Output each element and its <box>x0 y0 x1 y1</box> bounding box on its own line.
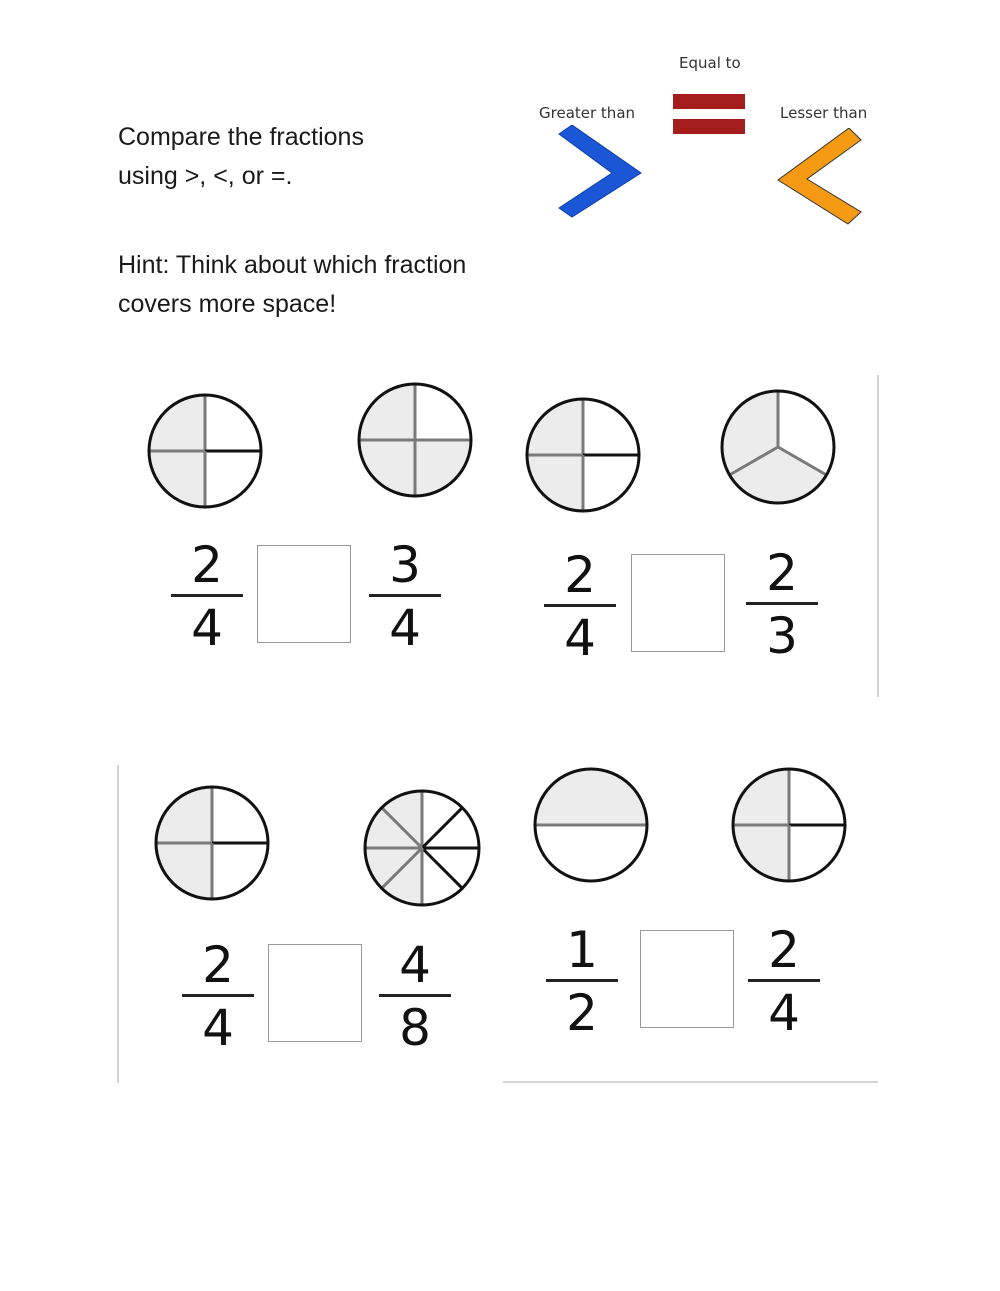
fraction-circle-2-3 <box>719 388 837 506</box>
fraction-4-8 <box>375 936 455 1057</box>
hint-line-1: Hint: Think about which fraction <box>118 251 467 279</box>
fraction-2-4 <box>178 936 258 1057</box>
fraction-2-4 <box>744 921 824 1042</box>
fraction-bar <box>748 979 820 982</box>
denominator: 2 <box>566 984 598 1042</box>
fraction-circle-4-8 <box>362 788 482 908</box>
denominator: 4 <box>202 999 234 1057</box>
denominator: 4 <box>768 984 800 1042</box>
fraction-bar <box>182 994 254 997</box>
panel-edge-left <box>117 765 119 1083</box>
instructions-line-2: using >, <, or =. <box>118 162 293 190</box>
greater-than-symbol-icon <box>555 125 645 220</box>
fraction-bar <box>171 594 243 597</box>
fraction-2-3 <box>742 544 822 665</box>
equal-sign-bottom-bar <box>673 119 745 134</box>
numerator: 2 <box>564 546 596 604</box>
answer-box-2[interactable] <box>631 554 725 652</box>
hint-text <box>118 246 466 324</box>
fraction-bar <box>746 602 818 605</box>
fraction-circle-2-4 <box>730 766 848 884</box>
fraction-bar <box>369 594 441 597</box>
numerator: 2 <box>202 936 234 994</box>
denominator: 3 <box>766 607 798 665</box>
fraction-2-4 <box>167 536 247 657</box>
answer-box-3[interactable] <box>268 944 362 1042</box>
numerator: 2 <box>768 921 800 979</box>
numerator: 2 <box>766 544 798 602</box>
instructions-line-1: Compare the fractions <box>118 123 364 151</box>
fraction-circle-2-4 <box>153 784 271 902</box>
lesser-than-label: Lesser than <box>780 104 868 122</box>
denominator: 4 <box>389 599 421 657</box>
fraction-2-4 <box>540 546 620 667</box>
numerator: 2 <box>191 536 223 594</box>
greater-than-label: Greater than <box>539 104 636 122</box>
numerator: 3 <box>389 536 421 594</box>
panel-edge-right <box>877 375 879 697</box>
fraction-circle-2-4 <box>524 396 642 514</box>
shaded-sector <box>535 769 647 825</box>
fraction-circle-3-4 <box>356 381 474 499</box>
fraction-circle-1-2 <box>532 766 650 884</box>
fraction-bar <box>379 994 451 997</box>
fraction-bar <box>544 604 616 607</box>
numerator: 4 <box>399 936 431 994</box>
denominator: 8 <box>399 999 431 1057</box>
denominator: 4 <box>564 609 596 667</box>
answer-box-1[interactable] <box>257 545 351 643</box>
lesser-than-symbol-icon <box>775 128 865 226</box>
numerator: 1 <box>566 921 598 979</box>
division-line <box>422 848 462 888</box>
fraction-circle-2-4 <box>146 392 264 510</box>
answer-box-4[interactable] <box>640 930 734 1028</box>
equal-sign-top-bar <box>673 94 745 109</box>
hint-line-2: covers more space! <box>118 290 337 318</box>
equal-to-label: Equal to <box>679 54 741 72</box>
panel-edge-bottom <box>503 1081 878 1083</box>
fraction-3-4 <box>365 536 445 657</box>
denominator: 4 <box>191 599 223 657</box>
division-line <box>422 808 462 848</box>
fraction-bar <box>546 979 618 982</box>
instructions <box>118 118 364 196</box>
fraction-1-2 <box>542 921 622 1042</box>
